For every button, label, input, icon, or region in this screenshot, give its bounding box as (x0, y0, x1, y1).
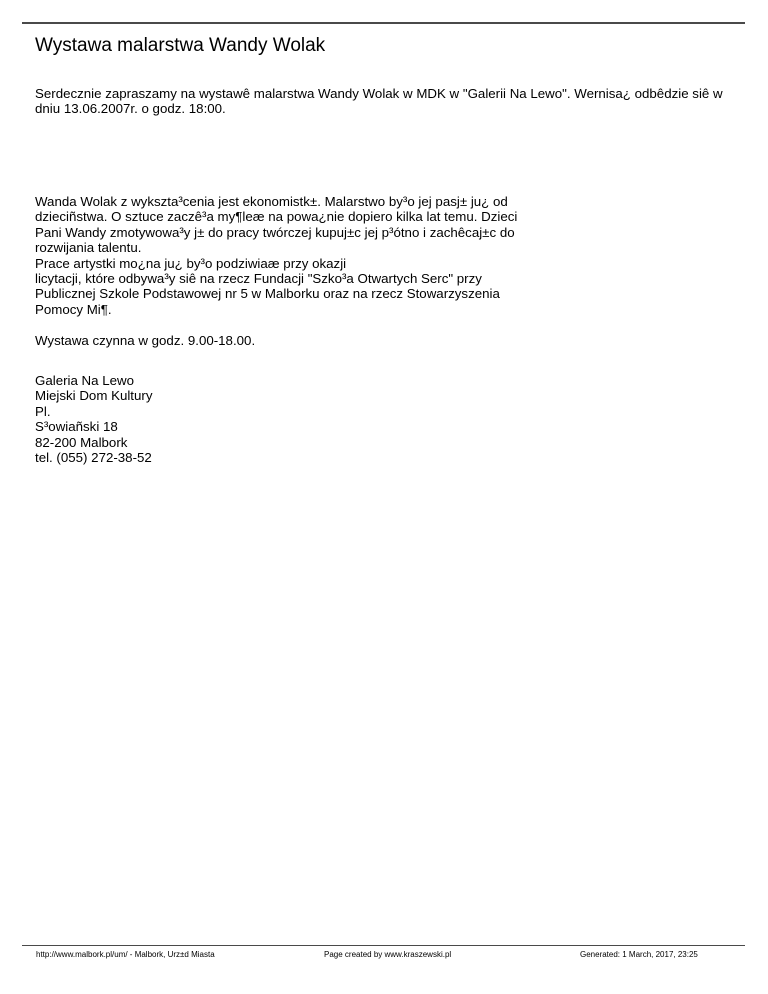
intro-line: Serdecznie zapraszamy na wystawê malarstwa Wandy Wolak w MDK w "Galerii Na Lewo". Wernisa¿ odbêdzie siê w (35, 86, 723, 101)
intro-line: dniu 13.06.2007r. o godz. 18:00. (35, 101, 226, 117)
about-line: Publicznej Szkole Podstawowej nr 5 w Malborku oraz na rzecz Stowarzyszenia (35, 286, 500, 302)
address-line: Miejski Dom Kultury (35, 388, 153, 404)
about-line: rozwijania talentu. (35, 240, 142, 256)
address-block (35, 373, 152, 465)
about-line: Pani Wandy zmotywowa³y j± do pracy twórczej kupuj±c jej p³ótno i zachêcaj±c do (35, 224, 515, 240)
top-divider (22, 22, 745, 24)
footer-credit: Page created by www.kraszewski.pl (324, 950, 452, 959)
address-line: 82-200 Malbork (35, 434, 128, 450)
about-line: Prace artystki mo¿na ju¿ by³o podziwiaæ przy okazji (35, 255, 347, 271)
opening-hours: Wystawa czynna w godz. 9.00-18.00. (35, 333, 256, 348)
about-line: Wanda Wolak z wykszta³cenia jest ekonomistk±. Malarstwo by³o jej pasj± ju¿ od (35, 194, 508, 209)
about-line: licytacji, które odbywa³y siê na rzecz Fundacji "Szko³a Otwartych Serc" przy (35, 271, 482, 287)
about-line: Pomocy Mi¶. (35, 301, 112, 317)
address-line: Pl. (35, 403, 51, 419)
intro-paragraph (35, 86, 723, 117)
footer-generated: Generated: 1 March, 2017, 23:25 (580, 950, 698, 959)
footer-divider (22, 945, 745, 946)
about-line: dzieciñstwa. O sztuce zaczê³a my¶leæ na powa¿nie dopiero kilka lat temu. Dzieci (35, 209, 518, 225)
address-line: tel. (055) 272-38-52 (35, 450, 152, 466)
footer-source: http://www.malbork.pl/um/ - Malbork, Urz±d Miasta (36, 950, 215, 959)
about-artist-paragraph (35, 194, 517, 317)
page-title: Wystawa malarstwa Wandy Wolak (35, 35, 326, 56)
address-line: Galeria Na Lewo (35, 373, 135, 388)
address-line: S³owiañski 18 (35, 419, 118, 435)
